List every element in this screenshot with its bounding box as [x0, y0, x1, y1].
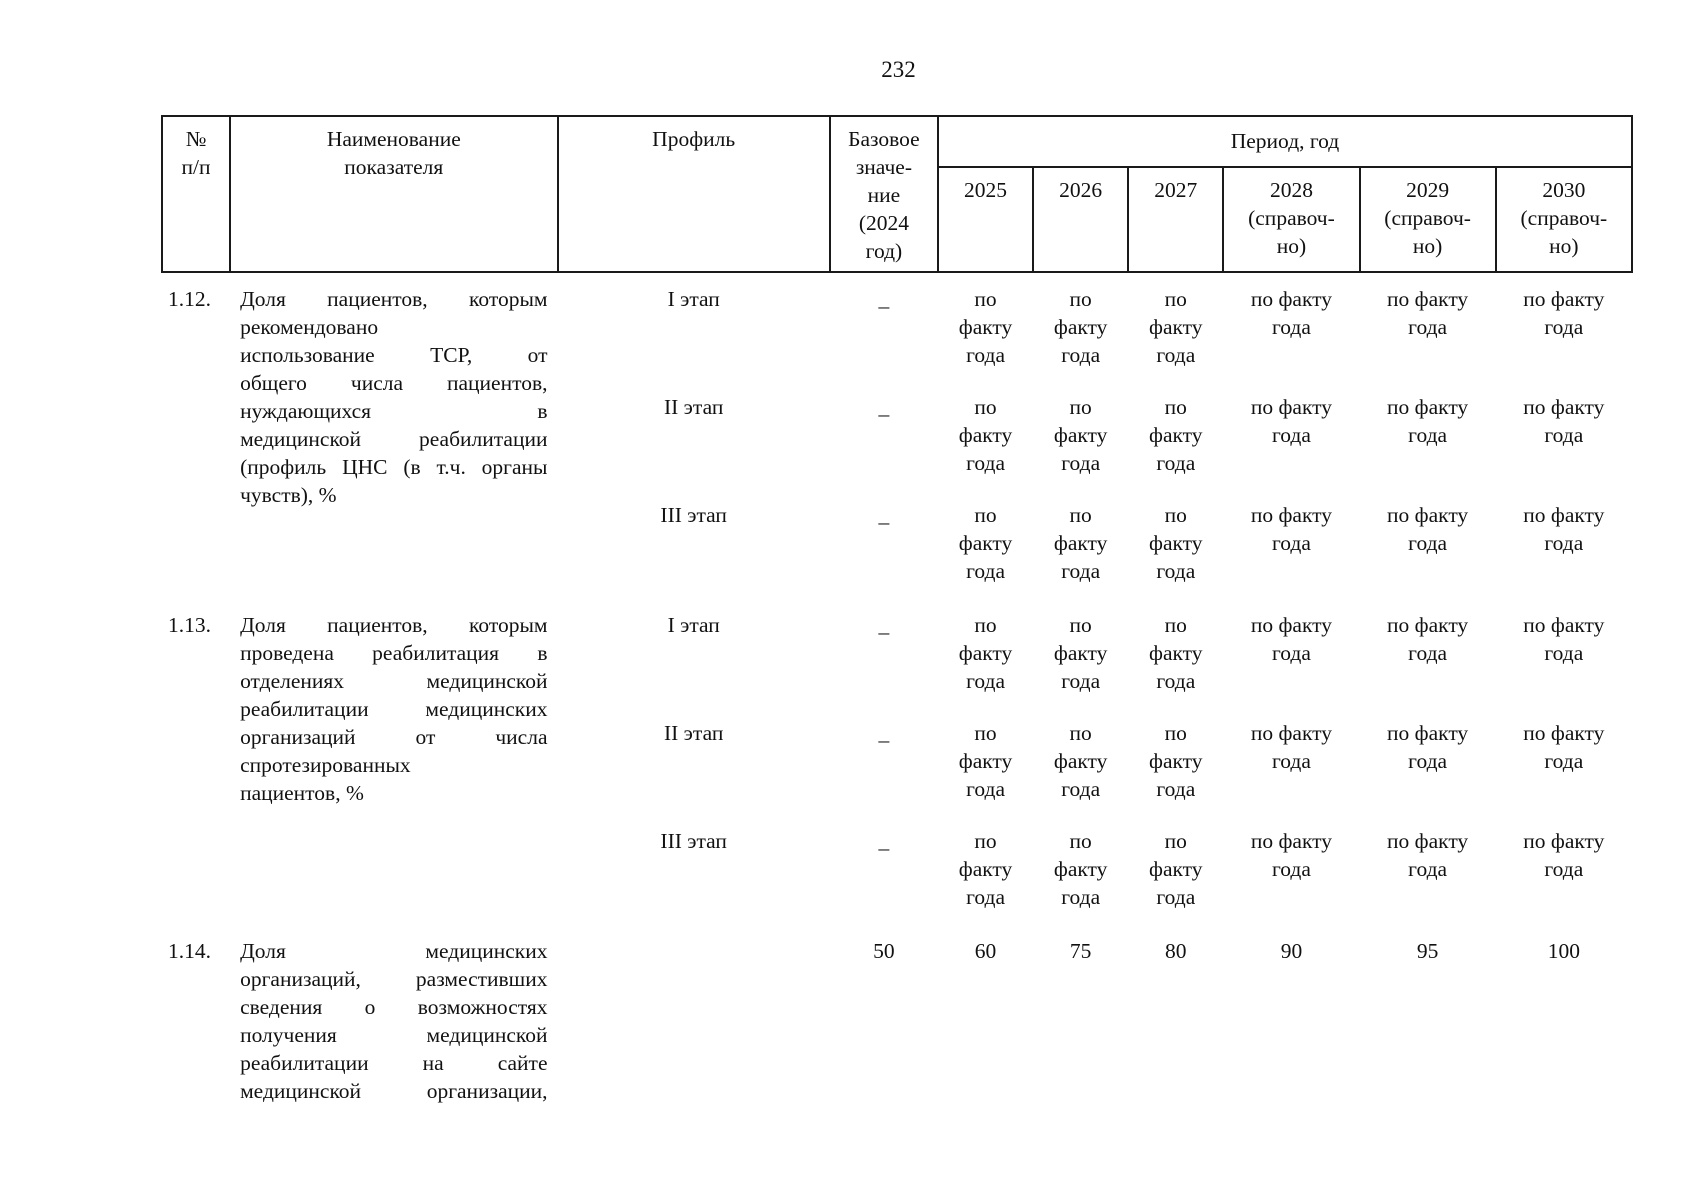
- indicator-name-line: Доля пациентов, которым: [240, 287, 548, 311]
- value-cell: [1360, 383, 1496, 491]
- indicator-name-line: рекомендовано: [240, 315, 379, 339]
- profile-stage: I этап: [667, 287, 720, 311]
- header-name: [230, 116, 557, 272]
- value-cell: [938, 817, 1033, 925]
- header-period: Период, год: [938, 116, 1632, 167]
- value-cell: [938, 272, 1033, 383]
- value-line: факту: [1053, 857, 1108, 881]
- value-line: по факту: [1387, 721, 1469, 745]
- table-row: [162, 272, 1632, 383]
- base-value: [830, 599, 938, 709]
- value-cell: [1223, 272, 1359, 383]
- value-line: года: [1061, 885, 1101, 909]
- value-line: года: [1544, 423, 1584, 447]
- value-cell: [1496, 383, 1632, 491]
- dash-mark: _: [878, 613, 890, 637]
- value-line: по факту: [1523, 721, 1605, 745]
- value-line: по: [974, 503, 997, 527]
- value-cell: [1360, 599, 1496, 709]
- value-line: по факту: [1387, 503, 1469, 527]
- value-cell: 60: [974, 939, 997, 963]
- row-number: 1.12.: [168, 287, 211, 311]
- indicator-name-line: пациентов, %: [240, 781, 364, 805]
- value-line: по: [974, 613, 997, 637]
- indicator-name-line: Доля медицинских: [240, 939, 548, 963]
- value-line: по факту: [1387, 395, 1469, 419]
- value-cell: [1496, 272, 1632, 383]
- value-line: года: [1271, 315, 1311, 339]
- header-year-line: (справоч-: [1384, 205, 1471, 230]
- header-year-2029: [1360, 167, 1496, 272]
- indicator-name-line: (профиль ЦНС (в т.ч. органы: [240, 455, 548, 479]
- value-line: года: [1544, 749, 1584, 773]
- value-line: по факту: [1250, 613, 1333, 637]
- value-line: факту: [958, 857, 1013, 881]
- value-line: факту: [1053, 423, 1108, 447]
- value-line: года: [1156, 559, 1196, 583]
- base-value: [830, 272, 938, 383]
- header-base-line: ние: [867, 183, 901, 207]
- base-value: 50: [873, 939, 895, 963]
- value-line: года: [1156, 885, 1196, 909]
- indicator-name-line: проведена реабилитация в: [240, 641, 548, 665]
- value-line: года: [1408, 749, 1448, 773]
- value-cell: [938, 491, 1033, 599]
- value-line: года: [1271, 857, 1311, 881]
- value-cell: [1496, 599, 1632, 709]
- header-num: [162, 116, 230, 272]
- value-line: года: [1544, 531, 1584, 555]
- indicator-name-line: медицинской организации,: [240, 1079, 548, 1103]
- value-line: факту: [958, 641, 1013, 665]
- dash-mark: _: [878, 829, 890, 853]
- indicator-name: [230, 599, 557, 925]
- value-line: по: [1069, 721, 1092, 745]
- indicator-name-line: чувств), %: [240, 483, 337, 507]
- value-line: по: [1164, 287, 1187, 311]
- value-line: года: [1061, 559, 1101, 583]
- value-line: года: [1271, 423, 1311, 447]
- value-line: по: [974, 829, 997, 853]
- table-row: [162, 599, 1632, 709]
- header-year-line: (справоч-: [1520, 205, 1608, 230]
- value-cell: 90: [1280, 939, 1303, 963]
- dash-mark: _: [878, 395, 890, 419]
- value-line: года: [966, 451, 1005, 475]
- value-line: года: [1544, 641, 1584, 665]
- profile-stage: III этап: [660, 503, 727, 527]
- header-year-line: но): [1412, 233, 1443, 258]
- header-year-line: 2026: [1059, 177, 1103, 202]
- value-line: года: [1271, 641, 1311, 665]
- header-year-line: 2029: [1406, 177, 1450, 202]
- profile-stage: III этап: [660, 829, 727, 853]
- value-line: по факту: [1387, 829, 1469, 853]
- value-cell: [1360, 817, 1496, 925]
- value-line: факту: [1149, 531, 1203, 555]
- value-line: года: [1408, 857, 1448, 881]
- value-cell: [1360, 709, 1496, 817]
- base-value: [830, 491, 938, 599]
- value-line: по факту: [1387, 287, 1469, 311]
- indicator-name-line: реабилитации на сайте: [240, 1051, 548, 1075]
- indicator-name-line: спротезированных: [240, 753, 411, 777]
- value-cell: [1360, 491, 1496, 599]
- value-line: по факту: [1523, 613, 1605, 637]
- value-cell: [1223, 599, 1359, 709]
- value-line: года: [966, 669, 1005, 693]
- value-line: факту: [1149, 423, 1203, 447]
- header-year-2030: [1496, 167, 1632, 272]
- header-name-line: Наименование: [326, 127, 461, 151]
- value-line: по факту: [1250, 721, 1333, 745]
- value-cell: [1128, 817, 1223, 925]
- value-line: по: [1164, 503, 1187, 527]
- header-base: [830, 116, 938, 272]
- value-cell: [1223, 817, 1359, 925]
- value-line: года: [1156, 777, 1196, 801]
- value-line: факту: [1149, 315, 1203, 339]
- value-line: факту: [1149, 857, 1203, 881]
- value-cell: 100: [1547, 939, 1580, 963]
- value-line: по факту: [1523, 503, 1605, 527]
- header-year-line: 2028: [1269, 177, 1313, 202]
- indicator-name-line: сведения о возможностях: [240, 995, 548, 1019]
- base-value: [830, 817, 938, 925]
- value-line: факту: [958, 531, 1013, 555]
- value-cell: [1033, 383, 1128, 491]
- value-line: года: [966, 559, 1005, 583]
- value-line: по: [974, 395, 997, 419]
- value-line: года: [966, 885, 1005, 909]
- indicator-name-line: использование ТСР, от: [240, 343, 548, 367]
- value-line: по факту: [1250, 503, 1333, 527]
- value-cell: [1033, 817, 1128, 925]
- value-cell: 75: [1069, 939, 1092, 963]
- value-line: года: [1271, 531, 1311, 555]
- header-profile: Профиль: [558, 116, 830, 272]
- value-cell: 95: [1416, 939, 1439, 963]
- row-number: 1.13.: [168, 613, 211, 637]
- profile-stage: II этап: [663, 721, 724, 745]
- value-line: по: [1069, 395, 1092, 419]
- value-line: года: [966, 343, 1005, 367]
- value-line: по: [974, 287, 997, 311]
- value-line: по: [1164, 721, 1187, 745]
- value-cell: [1128, 383, 1223, 491]
- header-year-2028: [1223, 167, 1359, 272]
- value-cell: [1496, 491, 1632, 599]
- header-year-line: 2027: [1154, 177, 1198, 202]
- dash-mark: _: [878, 721, 890, 745]
- header-base-line: (2024: [858, 211, 909, 235]
- indicator-name-line: получения медицинской: [240, 1023, 548, 1047]
- value-line: по: [1164, 613, 1187, 637]
- value-cell: 80: [1165, 939, 1187, 963]
- header-year-line: 2025: [964, 177, 1008, 202]
- header-base-line: значе-: [855, 155, 913, 179]
- value-cell: [1033, 709, 1128, 817]
- header-year-line: но): [1276, 233, 1307, 258]
- value-line: года: [1061, 669, 1101, 693]
- indicator-name-line: организаций, разместивших: [240, 967, 548, 991]
- value-line: года: [1156, 451, 1196, 475]
- profile-cell: [558, 925, 830, 1105]
- value-line: по факту: [1250, 829, 1333, 853]
- profile-stage: I этап: [667, 613, 720, 637]
- value-cell: [1033, 272, 1128, 383]
- indicator-name-line: медицинской реабилитации: [240, 427, 548, 451]
- value-line: по факту: [1250, 395, 1333, 419]
- base-value: [830, 709, 938, 817]
- value-line: года: [1408, 423, 1448, 447]
- header-year-2027: [1128, 167, 1223, 272]
- value-line: факту: [1053, 315, 1108, 339]
- value-line: факту: [958, 749, 1013, 773]
- value-line: по: [1164, 829, 1187, 853]
- indicator-name-line: Доля пациентов, которым: [240, 613, 548, 637]
- value-line: года: [1408, 531, 1448, 555]
- value-line: факту: [1053, 641, 1108, 665]
- indicator-name: [230, 925, 557, 1105]
- value-line: по факту: [1250, 287, 1333, 311]
- value-line: факту: [1149, 641, 1203, 665]
- table-header: [162, 116, 1632, 272]
- value-line: по факту: [1523, 829, 1605, 853]
- value-cell: [938, 709, 1033, 817]
- value-cell: [1128, 709, 1223, 817]
- value-cell: [1128, 272, 1223, 383]
- profile-stage: II этап: [663, 395, 724, 419]
- value-line: по: [1069, 829, 1092, 853]
- indicators-table: [161, 115, 1633, 1105]
- value-line: по факту: [1523, 287, 1605, 311]
- value-cell: [1496, 709, 1632, 817]
- value-cell: [1033, 491, 1128, 599]
- value-line: по: [1069, 503, 1092, 527]
- dash-mark: _: [878, 287, 890, 311]
- value-cell: [938, 599, 1033, 709]
- value-line: года: [1156, 343, 1196, 367]
- value-line: по: [974, 721, 997, 745]
- indicator-name-line: реабилитации медицинских: [240, 697, 548, 721]
- value-cell: [1223, 383, 1359, 491]
- indicator-name-line: отделениях медицинской: [240, 669, 548, 693]
- value-line: года: [1156, 669, 1196, 693]
- value-line: по факту: [1387, 613, 1469, 637]
- value-line: факту: [958, 315, 1013, 339]
- dash-mark: _: [878, 503, 890, 527]
- value-line: года: [1271, 749, 1311, 773]
- value-cell: [1128, 491, 1223, 599]
- value-line: по: [1069, 287, 1092, 311]
- value-cell: [1223, 709, 1359, 817]
- indicator-name-line: нуждающихся в: [240, 399, 548, 423]
- header-name-line: показателя: [344, 155, 444, 179]
- value-line: факту: [958, 423, 1013, 447]
- header-num-line: №: [185, 127, 207, 151]
- value-line: факту: [1149, 749, 1203, 773]
- value-line: года: [1408, 641, 1448, 665]
- header-year-line: (справоч-: [1248, 205, 1335, 230]
- table-body: [162, 272, 1632, 1105]
- value-cell: [938, 383, 1033, 491]
- value-line: года: [1061, 451, 1101, 475]
- value-line: факту: [1053, 531, 1108, 555]
- header-year-line: 2030: [1542, 177, 1586, 202]
- header-num-line: п/п: [181, 155, 211, 179]
- header-base-line: Базовое: [848, 127, 920, 151]
- value-cell: [1496, 817, 1632, 925]
- value-line: года: [966, 777, 1005, 801]
- value-line: года: [1408, 315, 1448, 339]
- page-number: 232: [881, 57, 916, 82]
- header-year-2025: [938, 167, 1033, 272]
- indicator-name-line: организаций от числа: [240, 725, 548, 749]
- header-year-line: но): [1549, 233, 1579, 258]
- value-cell: [1360, 272, 1496, 383]
- header-base-line: год): [865, 239, 903, 263]
- value-line: года: [1061, 343, 1101, 367]
- indicator-name: [230, 272, 557, 599]
- value-line: факту: [1053, 749, 1108, 773]
- value-line: года: [1544, 315, 1584, 339]
- value-cell: [1128, 599, 1223, 709]
- value-cell: [1223, 491, 1359, 599]
- value-cell: [1033, 599, 1128, 709]
- value-line: по факту: [1523, 395, 1605, 419]
- value-line: года: [1061, 777, 1101, 801]
- value-line: по: [1069, 613, 1092, 637]
- indicator-name-line: общего числа пациентов,: [240, 371, 548, 395]
- value-line: по: [1164, 395, 1187, 419]
- header-year-2026: [1033, 167, 1128, 272]
- base-value: [830, 383, 938, 491]
- row-number: 1.14.: [168, 939, 211, 963]
- value-line: года: [1544, 857, 1584, 881]
- table-row: [162, 925, 1632, 1105]
